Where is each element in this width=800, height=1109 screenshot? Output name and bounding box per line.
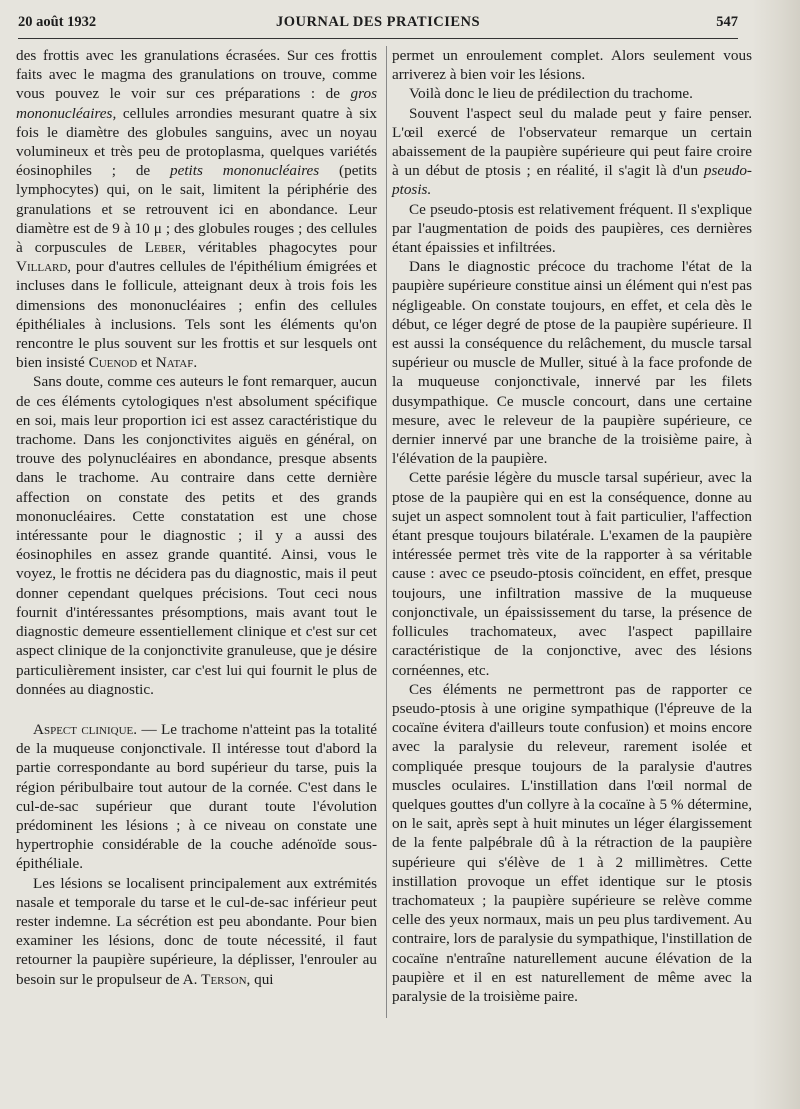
running-header (18, 14, 738, 36)
paragraph: Les lésions se localisent principalement aux extrémités nasale et temporale du tarse et le cul-de-sac inférieur peut rester indemne. La sécrétion est peu abondante. Pour bien examiner les lésions, donc de toute nécessité, il faut retourner la paupière supérieure, la déplisser, l'enrouler au besoin sur le propulseur de A. Terson, qui (16, 874, 377, 988)
header-page-number: 547 (716, 14, 738, 30)
paragraph: Sans doute, comme ces auteurs le font remarquer, aucun de ces éléments cytologiques n'est absolument spécifique en soi, mais leur proportion ici est assez caractéristique du trachome. Dans les conjonctivites aiguës en général, on trouve des polynucléaires en abondance, presque absents dans le trachome. Au contraire dans cette dernière affection on constate des petits et des grands mononucléaires. Cette constatation est une chose intéressante pour le diagnostic ; il y a aussi des éosinophiles en assez grande quantité. Ainsi, vous le voyez, le frottis ne décidera pas du diagnostic, mais il peut donner cependant quelques précisions. Tout ceci nous fournit d'intéressantes présomptions, mais avant tout le diagnostic demeure essentiellement clinique et c'est sur cet aspect clinique de la conjonctivite granuleuse, que je désire particulièrement insister, car c'est lui qui fournit le plus de données au diagnostic. (16, 373, 377, 698)
column-divider (386, 46, 387, 1018)
paragraph: Ces éléments ne permettront pas de rapporter ce pseudo-ptosis à une origine sympathique (l'épreuve de la cocaïne évitera d'ailleurs toute confusion) et moins encore avec la paralysie du releveur, rarement isolée et compliquée presque toujours de la paralysie d'autres muscles oculaires. L'instillation dans l'œil normal de quelques gouttes d'un collyre à la cocaïne à 5 % détermine, on le sait, après sept à huit minutes un léger élargissement de la fente palpébrale dû à la rétraction de la paupière supérieure qui s'élève de 1 à 2 millimètres. Cette instillation provoque un effet identique sur le ptosis trachomateux ; la paupière supérieure se relève comme celle des yeux normaux, mais un peu plus tardivement. Au contraire, lors de paralysie du sympathique, l'instillation de cocaïne n'entraîne naturellement aucune élévation de la paupière et il en est naturellement de même avec la paralysie de la troisième paire. (392, 680, 752, 1005)
page-margin-shadow (752, 0, 800, 1109)
paragraph: Voilà donc le lieu de prédilection du trachome. (409, 85, 693, 103)
paragraph: permet un enroulement complet. Alors seulement vous arriverez à bien voir les lésions. (392, 47, 752, 84)
header-journal-title: JOURNAL DES PRATICIENS (275, 14, 481, 30)
section-heading: Aspect clinique. (33, 720, 138, 738)
left-column (16, 46, 377, 989)
section-paragraph-aspect-clinique: Aspect clinique. — Le trachome n'atteint pas la totalité de la muqueuse conjonctivale. Il intéresse tout d'abord la partie correspondante au bord supérieur du tarse, puis la région péribulbaire tout autour de la cornée. C'est dans le cul-de-sac supérieur que durant toute l'évolution prédominent les lésions ; à ce niveau on constate une hypertrophie considérable de la couche adénoïde sous-épithéliale. (16, 720, 377, 873)
right-column (392, 46, 752, 1006)
paragraph: Dans le diagnostic précoce du trachome l'état de la paupière supérieure constitue ainsi un élément qui n'est pas négligeable. On constate toujours, en effet, et cela dès le début, ce léger degré de ptose de la paupière supérieure. Il est aussi la conséquence du relâchement, du muscle tarsal supérieur ou muscle de Muller, situé à la face profonde de la muqueuse conjonctivale, innervé par les filets dusympathique. Ce muscle concourt, dans une certaine mesure, avec le releveur de la paupière supérieure, ce dernier innervé par une branche de la troisième paire, à l'élévation de la paupière. (392, 258, 752, 468)
paragraph: Souvent l'aspect seul du malade peut y faire penser. L'œil exercé de l'observateur remarque un certain abaissement de la paupière supérieure qui peut faire croire à un début de ptosis ; en réalité, il s'agit là d'un pseudo-ptosis. (392, 104, 752, 199)
header-date: 20 août 1932 (18, 14, 97, 30)
header-rule (18, 38, 738, 39)
paragraph: des frottis avec les granulations écrasées. Sur ces frottis faits avec le magma des granulations on trouve, comme vous pouvez le voir sur ces préparations : de gros mononucléaires, cellules arrondies mesurant quatre à six fois le diamètre des globules sanguins, avec un noyau volumineux et très peu de protoplasma, quelques variétés éosinophiles ; de petits mononucléaires (petits lymphocytes) qui, on le sait, limitent la périphérie des granulations et se retrouvent ici en abondance. Leur diamètre est de 9 à 10 μ ; des globules rouges ; des cellules à corpuscules de Leber, véritables phagocytes pour Villard, pour d'autres cellules de l'épithélium émigrées et incluses dans le follicule, atteignant deux à trois fois les dimensions des mononucléaires ; enfin des cellules épithéliales à inclusions. Tels sont les éléments qu'on rencontre le plus souvent sur les frottis et sur lesquels ont bien insisté Cuenod et Nataf. (16, 47, 378, 372)
paragraph: Ce pseudo-ptosis est relativement fréquent. Il s'explique par l'augmentation de poids des paupières, ces dernières étant épaissies et infiltrées. (392, 200, 752, 257)
paragraph: Cette parésie légère du muscle tarsal supérieur, avec la ptose de la paupière qui en est la conséquence, donne au sujet un aspect somnolent tout à fait particulier, l'affection étant presque toujours bilatérale. L'examen de la paupière intéressée permet très vite de la rapporter à sa véritable cause : avec ce pseudo-ptosis coïncident, en effet, presque toujours, une infiltration massive de la muqueuse conjonctivale, un épaississement du tarse, la présence de follicules trachomateux, avec l'aspect papillaire caractéristique de la conjonctive, avec des lésions cornéennes, etc. (392, 469, 752, 679)
